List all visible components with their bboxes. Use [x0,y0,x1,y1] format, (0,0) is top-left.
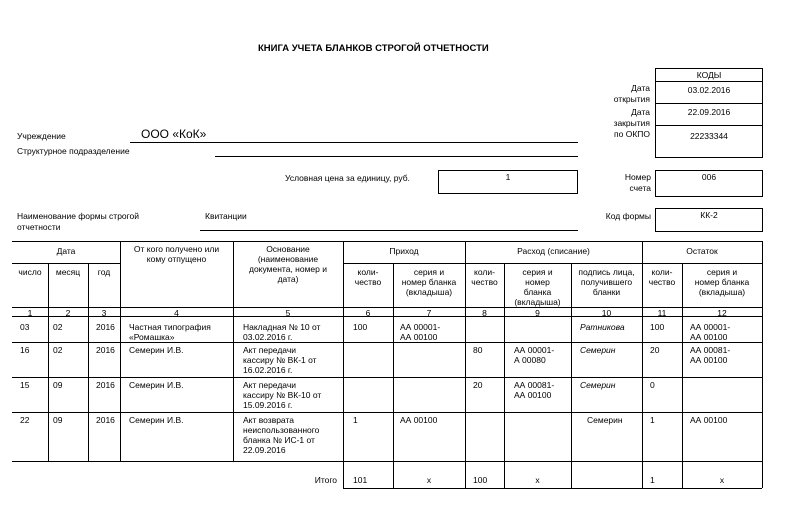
header-bal-series-2: номер бланка [694,277,750,287]
cell-basis-3: 15.09.2016 г. [243,400,293,410]
cell-year: 2016 [96,415,115,425]
totals-label: Итого [314,475,337,485]
cell-from-1: Семерин И.В. [129,415,184,425]
col-number: 7 [426,308,432,318]
totals-out-series: х [535,475,540,485]
header-from-2: кому отпущено [146,254,207,264]
cell-bal-series-1: АА 00001- [690,322,731,332]
header-out-qty-2: чество [471,277,498,287]
cell-from-1: Семерин И.В. [129,380,184,390]
cell-bal-qty: 0 [650,380,655,390]
cell-day: 16 [20,345,30,355]
header-balance: Остаток [686,246,718,256]
cell-sign: Семерин [580,380,616,390]
open-date-label-2: открытия [613,94,650,104]
cell-from-2: «Ромашка» [129,332,175,342]
header-out-series-1: серия и [522,267,553,277]
org-value: ООО «КоК» [141,127,207,141]
account-label-1: Номер [624,172,651,182]
cell-out-series-1: АА 00081- [514,380,555,390]
cell-month: 09 [53,380,63,390]
open-date-label-1: Дата [631,83,650,93]
okpo-label: по ОКПО [614,129,650,139]
cell-basis-1: Акт передачи [243,380,297,390]
page-title: КНИГА УЧЕТА БЛАНКОВ СТРОГОЙ ОТЧЕТНОСТИ [258,43,489,54]
cell-basis-2: 03.02.2016 г. [243,332,293,342]
header-out-series-3: бланка [523,287,552,297]
org-label: Учреждение [17,131,66,141]
cell-bal-qty: 20 [650,345,660,355]
header-out-series-2: номер [525,277,550,287]
open-date-value: 03.02.2016 [687,85,731,95]
header-month: месяц [55,267,81,277]
col-number: 10 [601,308,612,318]
form-label-1: Наименование формы строгой [17,211,140,221]
header-year: год [97,267,111,277]
header-bal-series-1: серия и [706,267,738,277]
subdivision-label: Структурное подразделение [17,146,130,156]
col-number: 12 [717,308,727,318]
cell-bal-qty: 100 [650,322,665,332]
form-label-2: отчетности [17,222,61,232]
cell-bal-qty: 1 [650,415,655,425]
okpo-value: 22233344 [690,131,728,141]
close-date-label-1: Дата [631,107,650,117]
header-in-series-1: серия и [413,267,445,277]
totals-bal-qty: 1 [650,475,655,485]
totals-in-series: х [426,475,432,485]
cell-basis-1: Накладная № 10 от [243,322,321,332]
cell-from-1: Семерин И.В. [129,345,184,355]
cell-sign: Семерин [587,415,623,425]
header-bal-qty-2: чество [648,277,676,287]
cell-year: 2016 [96,322,115,332]
col-number: 1 [27,308,33,318]
cell-day: 15 [20,380,30,390]
cell-month: 02 [53,322,63,332]
account-value: 006 [701,172,717,182]
header-basis-4: дата) [277,274,299,284]
header-in-series-2: номер бланка [401,277,457,287]
cell-bal-series-1: АА 00100 [690,415,728,425]
col-number: 6 [365,308,371,318]
cell-basis-3: бланка № ИС-1 от [243,435,315,445]
cell-month: 02 [53,345,63,355]
cell-basis-2: неиспользованного [243,425,320,435]
header-sign-1: подпись лица, [578,267,635,277]
cell-out-qty: 20 [473,380,483,390]
cell-in-qty: 100 [353,322,368,332]
cell-year: 2016 [96,345,115,355]
form-code-value: КК-2 [700,210,718,220]
header-out-series-4: (вкладыша) [514,297,561,307]
cell-bal-series-2: АА 00100 [690,332,728,342]
col-number: 11 [657,308,667,318]
cell-in-series-1: АА 00001- [400,322,441,332]
header-expense: Расход (списание) [517,246,590,256]
col-number: 8 [482,308,487,318]
cell-sign: Семерин [580,345,616,355]
header-out-qty-1: коли- [474,267,495,277]
close-date-label-2: закрытия [613,118,650,128]
header-income: Приход [389,246,419,256]
cell-out-series-2: АА 00100 [514,390,552,400]
col-number: 4 [174,308,179,318]
cell-day: 03 [20,322,30,332]
cell-basis-2: кассиру № ВК-10 от [243,390,322,400]
header-in-series-3: (вкладыша) [405,287,453,297]
form-code-label: Код формы [605,211,651,221]
col-number: 5 [285,308,291,318]
col-number: 2 [65,308,71,318]
cell-in-qty: 1 [353,415,358,425]
cell-in-series-1: АА 00100 [400,415,438,425]
header-basis-1: Основание [266,244,310,254]
header-basis-2: (наименование [257,254,319,264]
cell-sign: Ратникова [580,322,625,332]
cell-bal-series-1: АА 00081- [690,345,731,355]
cell-day: 22 [20,415,30,425]
col-number: 3 [101,308,107,318]
header-sign-2: получившего [580,277,633,287]
col-number: 9 [535,308,540,318]
cell-month: 09 [53,415,63,425]
cell-out-qty: 80 [473,345,483,355]
header-in-qty-1: коли- [357,267,379,277]
header-sign-3: бланки [592,287,621,297]
cell-in-series-2: АА 00100 [400,332,438,342]
header-in-qty-2: чество [354,277,382,287]
header-basis-3: документа, номер и [249,264,327,274]
codes-header: КОДЫ [696,70,722,80]
cell-bal-series-2: АА 00100 [690,355,728,365]
form-value: Квитанции [205,211,247,221]
cell-basis-4: 22.09.2016 [243,445,286,455]
cell-from-1: Частная типография [129,322,211,332]
totals-in-qty: 101 [353,475,368,485]
header-from-1: От кого получено или [133,244,220,254]
cell-basis-1: Акт возврата [243,415,294,425]
cell-basis-1: Акт передачи [243,345,297,355]
close-date-value: 22.09.2016 [687,107,731,117]
price-value: 1 [505,172,511,182]
cell-basis-2: кассиру № ВК-1 от [243,355,317,365]
header-date: Дата [56,246,76,256]
header-bal-qty-1: коли- [651,267,673,277]
cell-out-series-1: АА 00001- [514,345,555,355]
cell-basis-3: 16.02.2016 г. [243,365,293,375]
totals-bal-series: х [719,475,725,485]
totals-out-qty: 100 [473,475,488,485]
cell-year: 2016 [96,380,115,390]
price-label: Условная цена за единицу, руб. [285,173,410,183]
header-bal-series-3: (вкладыша) [698,287,746,297]
account-label-2: счета [629,183,651,193]
header-day: число [18,267,42,277]
cell-out-series-2: А 00080 [514,355,546,365]
